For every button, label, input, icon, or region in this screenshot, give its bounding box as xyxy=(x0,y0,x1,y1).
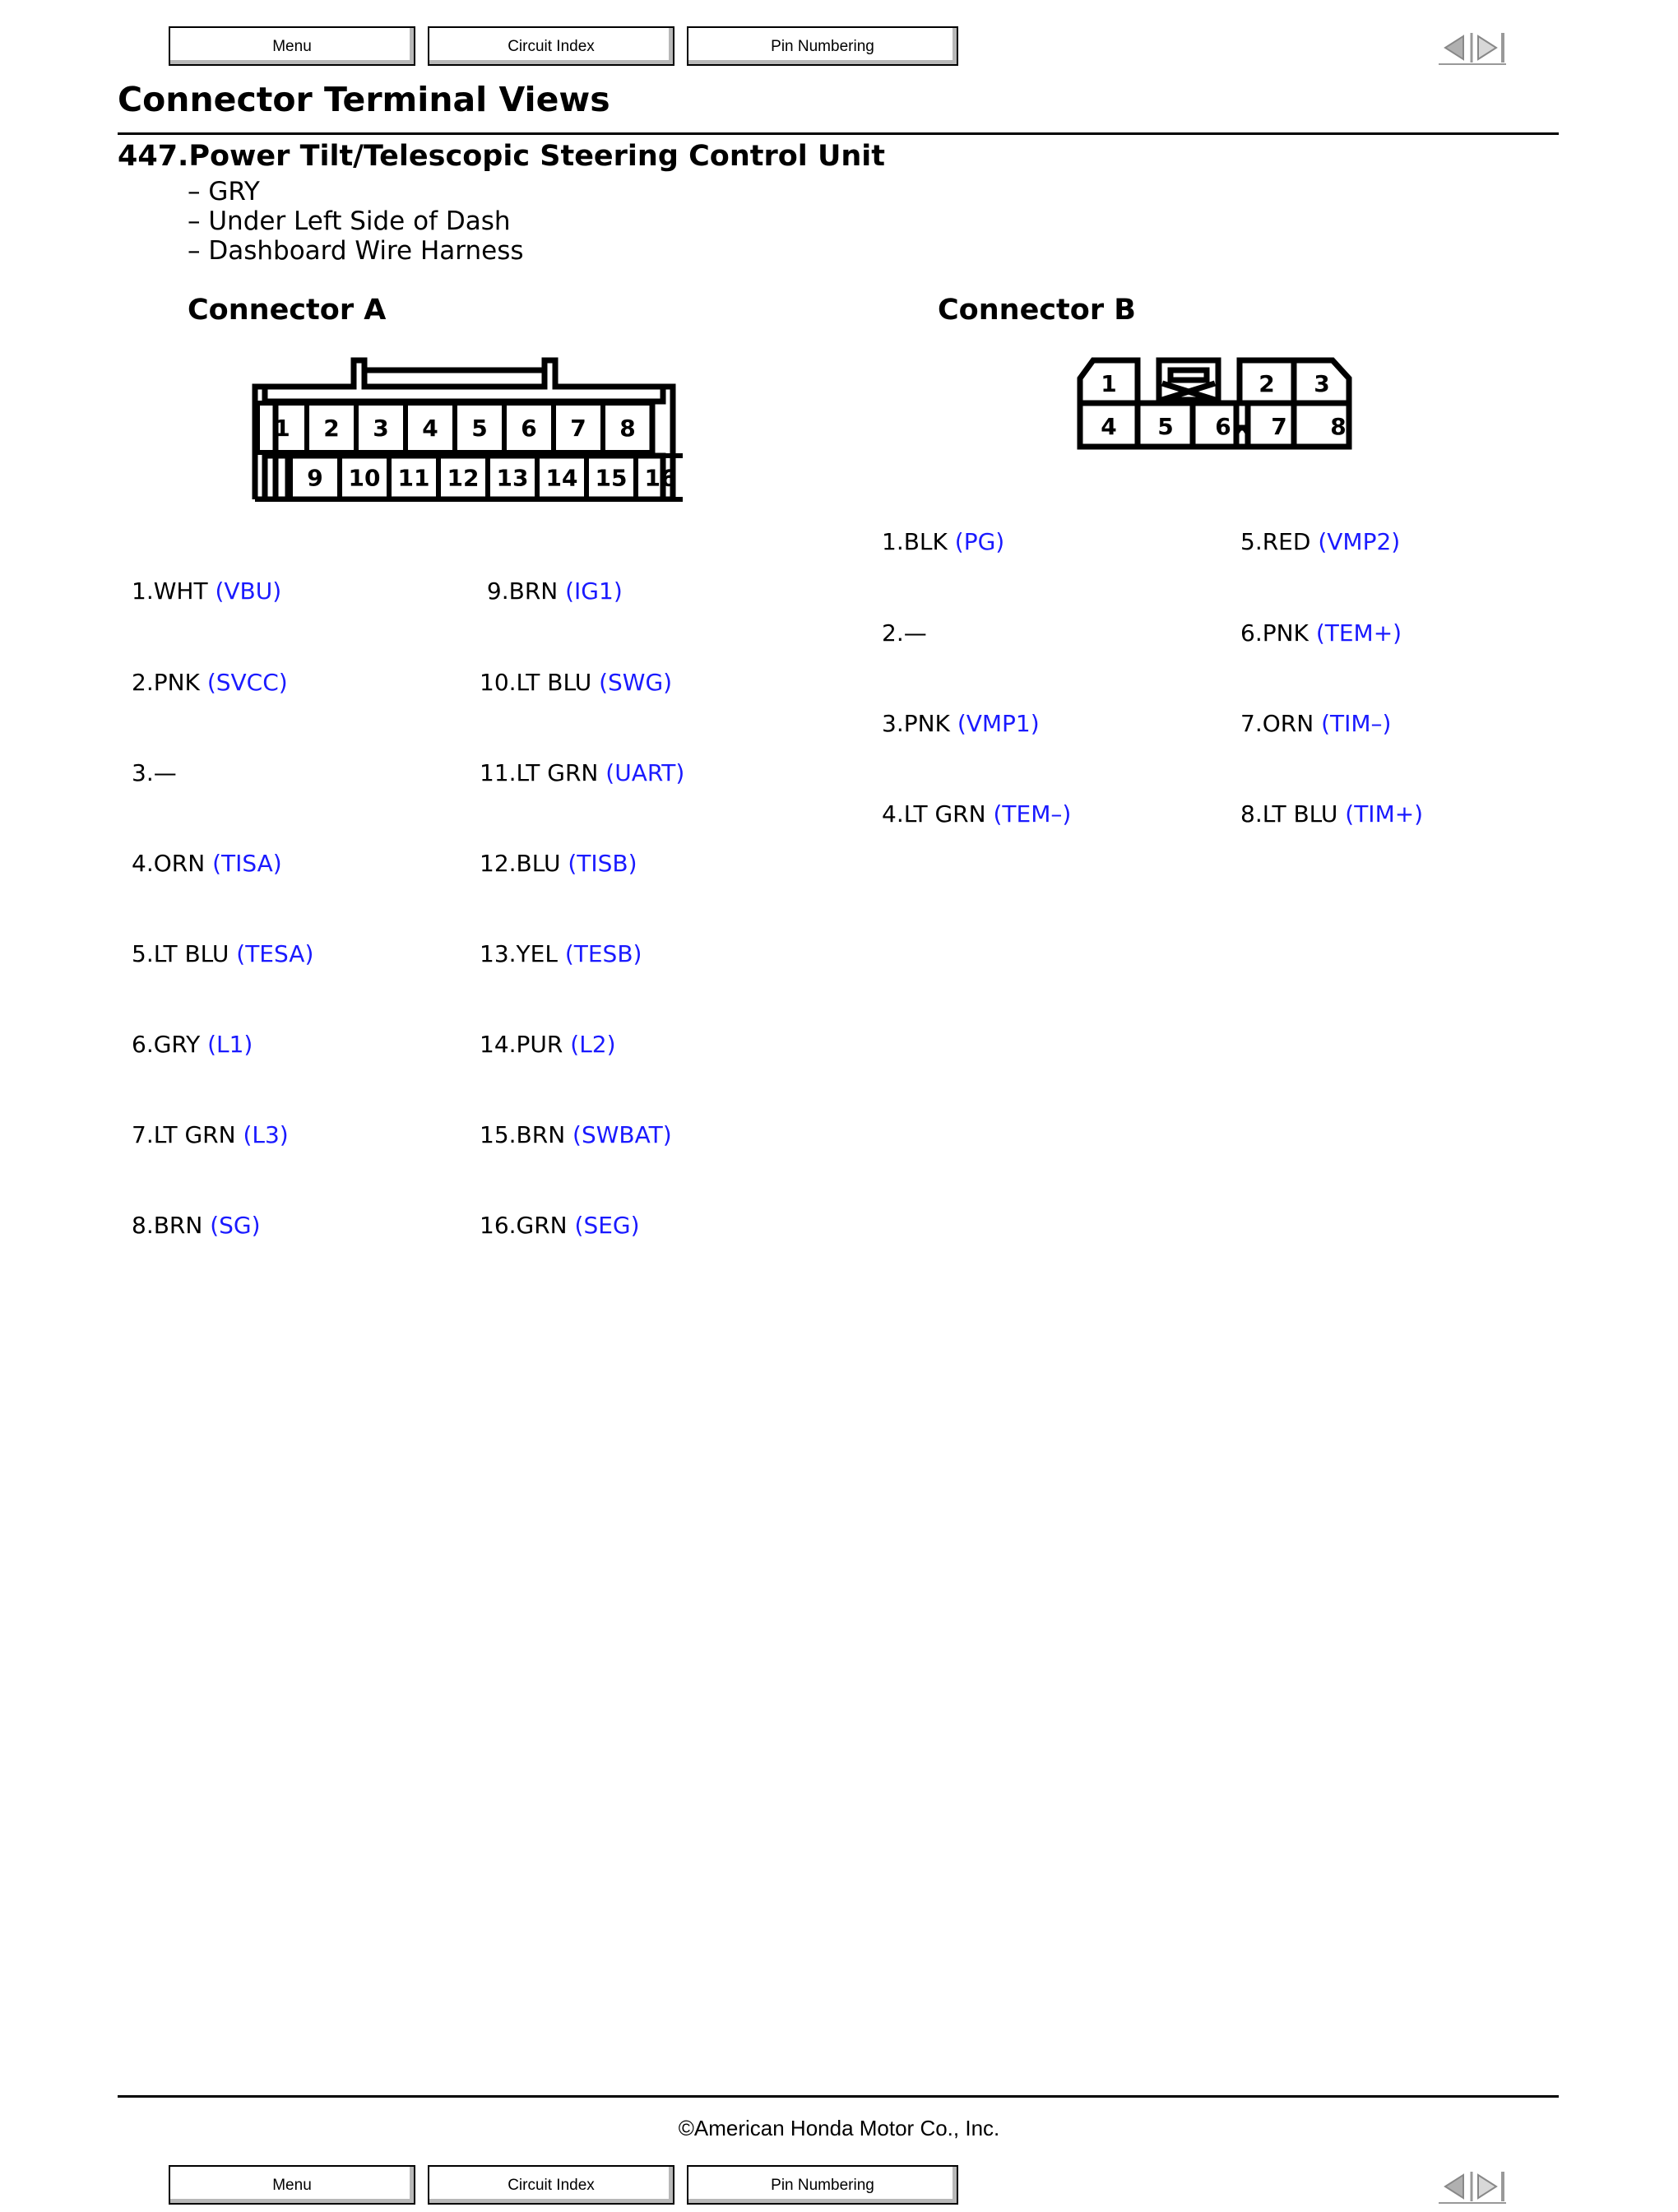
pin-number: 9 xyxy=(307,464,323,492)
connector-b-diagram xyxy=(1073,354,1353,452)
list-item: 11.LT GRN (UART) xyxy=(480,758,685,786)
component-title: 447.Power Tilt/Telescopic Steering Control Unit xyxy=(118,140,886,173)
pin-number: 12 xyxy=(447,464,480,492)
list-item: 1.BLK (PG) xyxy=(882,528,1005,556)
list-item: 14.PUR (L2) xyxy=(480,1030,616,1058)
connector-b-pins-left xyxy=(882,467,1071,860)
detail-location: – Under Left Side of Dash xyxy=(188,206,511,236)
pin-number: 16 xyxy=(644,464,677,492)
copyright: ©American Honda Motor Co., Inc. xyxy=(678,2116,1000,2140)
pin-number: 2 xyxy=(323,415,340,443)
connector-b-pins-right xyxy=(1240,467,1423,860)
pin-number: 6 xyxy=(1215,413,1231,440)
list-item: 10.LT BLU (SWG) xyxy=(480,668,673,696)
pin-number: 15 xyxy=(595,464,628,492)
connector-a-pins-left xyxy=(132,517,313,1272)
pin-numbering-button[interactable]: Pin Numbering xyxy=(687,2165,958,2205)
pin-number: 3 xyxy=(373,415,389,443)
pin-number: 1 xyxy=(1101,370,1117,397)
pin-number: 11 xyxy=(397,464,430,492)
list-item: 13.YEL (TESB) xyxy=(480,939,642,967)
pin-number: 8 xyxy=(1330,413,1347,440)
list-item: 3.— xyxy=(132,758,177,786)
pin-number: 6 xyxy=(521,415,537,443)
pin-number: 7 xyxy=(1271,413,1287,440)
pin-number: 14 xyxy=(545,464,578,492)
next-arrow-icon[interactable] xyxy=(1478,2175,1496,2198)
pin-number: 8 xyxy=(619,415,636,443)
connector-a-top-row xyxy=(257,403,652,452)
pin-number: 3 xyxy=(1314,370,1330,397)
pin-number: 4 xyxy=(1101,413,1117,440)
circuit-index-button[interactable]: Circuit Index xyxy=(428,2165,674,2205)
list-item: 7.ORN (TIM–) xyxy=(1240,709,1392,737)
pin-number: 5 xyxy=(471,415,488,443)
list-item: 4.LT GRN (TEM–) xyxy=(882,800,1072,828)
connector-a-pins-right xyxy=(480,517,684,1272)
list-item: 1.WHT (VBU) xyxy=(132,577,282,605)
title-divider xyxy=(118,132,1559,135)
list-item: 6.PNK (TEM+) xyxy=(1240,619,1402,647)
pin-number: 13 xyxy=(496,464,529,492)
pin-number: 4 xyxy=(422,415,438,443)
list-item: 16.GRN (SEG) xyxy=(480,1212,640,1240)
pin-number: 7 xyxy=(570,415,586,443)
list-item: 4.ORN (TISA) xyxy=(132,849,282,877)
menu-button[interactable]: Menu xyxy=(169,2165,415,2205)
list-item: 8.BRN (SG) xyxy=(132,1212,261,1240)
list-item: 3.PNK (VMP1) xyxy=(882,709,1040,737)
prev-arrow-icon[interactable] xyxy=(1445,2175,1463,2198)
list-item: 7.LT GRN (L3) xyxy=(132,1121,289,1149)
top-nav-bar xyxy=(169,26,1678,69)
pin-number: 1 xyxy=(274,415,290,443)
list-item: 9.BRN (IG1) xyxy=(480,577,623,605)
list-item: 2.PNK (SVCC) xyxy=(132,668,288,696)
prev-arrow-icon[interactable] xyxy=(1445,36,1463,59)
connector-a-bottom-row xyxy=(290,456,683,499)
connector-a-title: Connector A xyxy=(188,294,387,327)
pin-number: 2 xyxy=(1258,370,1275,397)
list-item: 8.LT BLU (TIM+) xyxy=(1240,800,1424,828)
page-title: Connector Terminal Views xyxy=(118,80,610,119)
next-arrow-icon[interactable] xyxy=(1478,36,1496,59)
list-item: 2.— xyxy=(882,619,927,647)
detail-harness: – Dashboard Wire Harness xyxy=(188,236,524,266)
connector-b-title: Connector B xyxy=(938,294,1136,327)
list-item: 15.BRN (SWBAT) xyxy=(480,1121,672,1149)
detail-color: – GRY xyxy=(188,177,260,206)
page-arrows xyxy=(1435,2168,1509,2205)
pin-number: 5 xyxy=(1157,413,1174,440)
connector-a-diagram xyxy=(247,354,683,502)
bottom-nav-bar xyxy=(169,2165,1678,2208)
circuit-index-button[interactable]: Circuit Index xyxy=(428,26,674,66)
list-item: 6.GRY (L1) xyxy=(132,1030,253,1058)
menu-button[interactable]: Menu xyxy=(169,26,415,66)
list-item: 5.RED (VMP2) xyxy=(1240,528,1401,556)
pin-number: 10 xyxy=(348,464,381,492)
footer-divider xyxy=(118,2095,1559,2098)
pin-numbering-button[interactable]: Pin Numbering xyxy=(687,26,958,66)
list-item: 5.LT BLU (TESA) xyxy=(132,939,314,967)
list-item: 12.BLU (TISB) xyxy=(480,849,637,877)
component-details xyxy=(188,177,524,266)
page-arrows xyxy=(1435,30,1509,66)
